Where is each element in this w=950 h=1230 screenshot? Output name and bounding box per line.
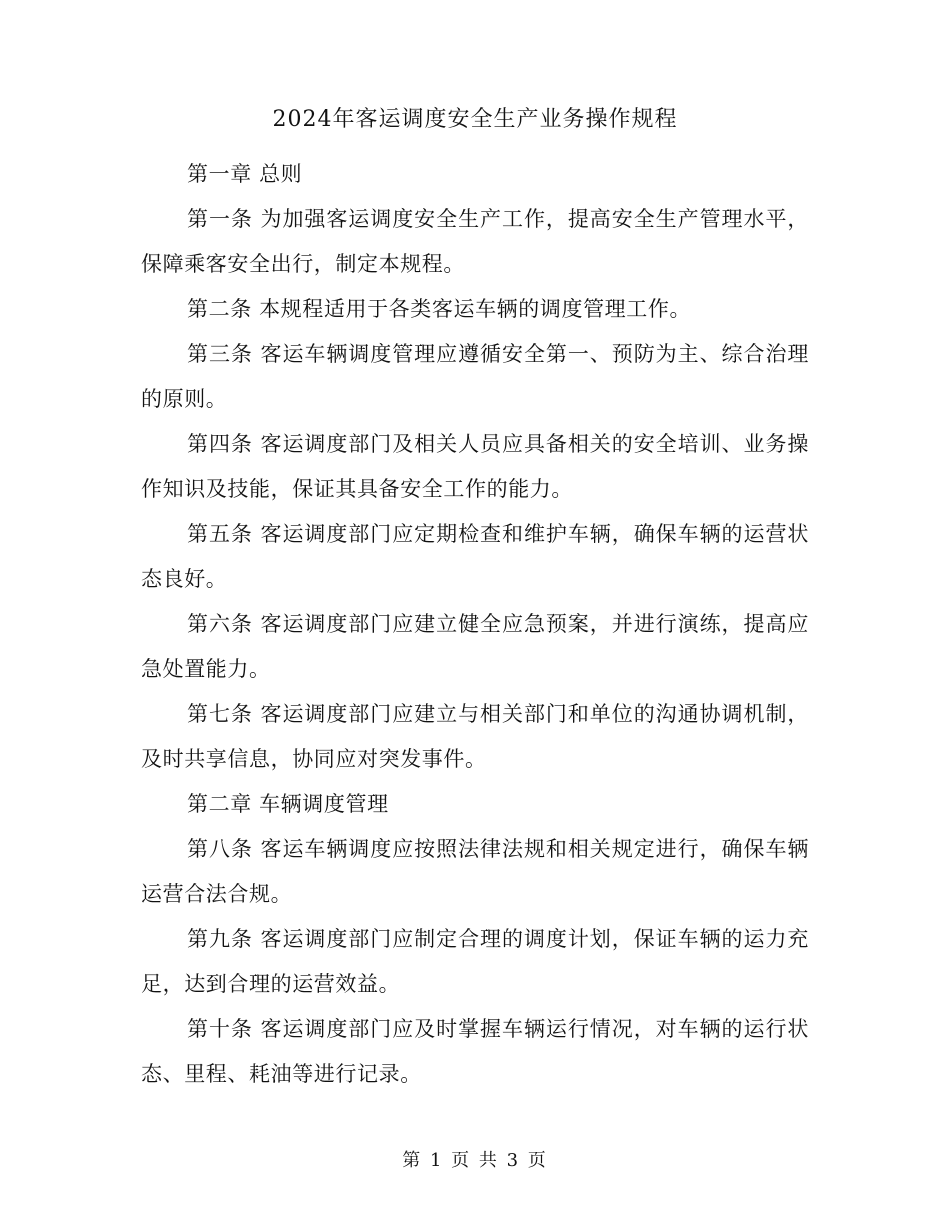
article-paragraph: 第九条 客运调度部门应制定合理的调度计划，保证车辆的运力充足，达到合理的运营效益。 bbox=[141, 927, 809, 996]
chapter-heading: 第二章 车辆调度管理 bbox=[187, 792, 389, 816]
chapter-heading: 第一章 总则 bbox=[187, 162, 303, 186]
page-number-footer: 第 1 页 共 3 页 bbox=[402, 1150, 548, 1171]
document-body bbox=[141, 152, 809, 1097]
article-paragraph: 第六条 客运调度部门应建立健全应急预案，并进行演练，提高应急处置能力。 bbox=[141, 612, 809, 681]
article-paragraph: 第七条 客运调度部门应建立与相关部门和单位的沟通协调机制，及时共享信息，协同应对突发事件。 bbox=[141, 702, 809, 771]
article-paragraph: 第五条 客运调度部门应定期检查和维护车辆，确保车辆的运营状态良好。 bbox=[141, 522, 809, 591]
article-paragraph: 第八条 客运车辆调度应按照法律法规和相关规定进行，确保车辆运营合法合规。 bbox=[141, 837, 809, 906]
article-paragraph: 第三条 客运车辆调度管理应遵循安全第一、预防为主、综合治理的原则。 bbox=[141, 342, 809, 411]
article-paragraph: 第二条 本规程适用于各类客运车辆的调度管理工作。 bbox=[187, 297, 692, 321]
article-paragraph: 第四条 客运调度部门及相关人员应具备相关的安全培训、业务操作知识及技能，保证其具备安全工作的能力。 bbox=[141, 432, 809, 501]
article-paragraph: 第一条 为加强客运调度安全生产工作，提高安全生产管理水平，保障乘客安全出行，制定本规程。 bbox=[141, 207, 809, 276]
document-title: 2024年客运调度安全生产业务操作规程 bbox=[272, 107, 678, 132]
article-paragraph: 第十条 客运调度部门应及时掌握车辆运行情况，对车辆的运行状态、里程、耗油等进行记录。 bbox=[141, 1017, 809, 1086]
